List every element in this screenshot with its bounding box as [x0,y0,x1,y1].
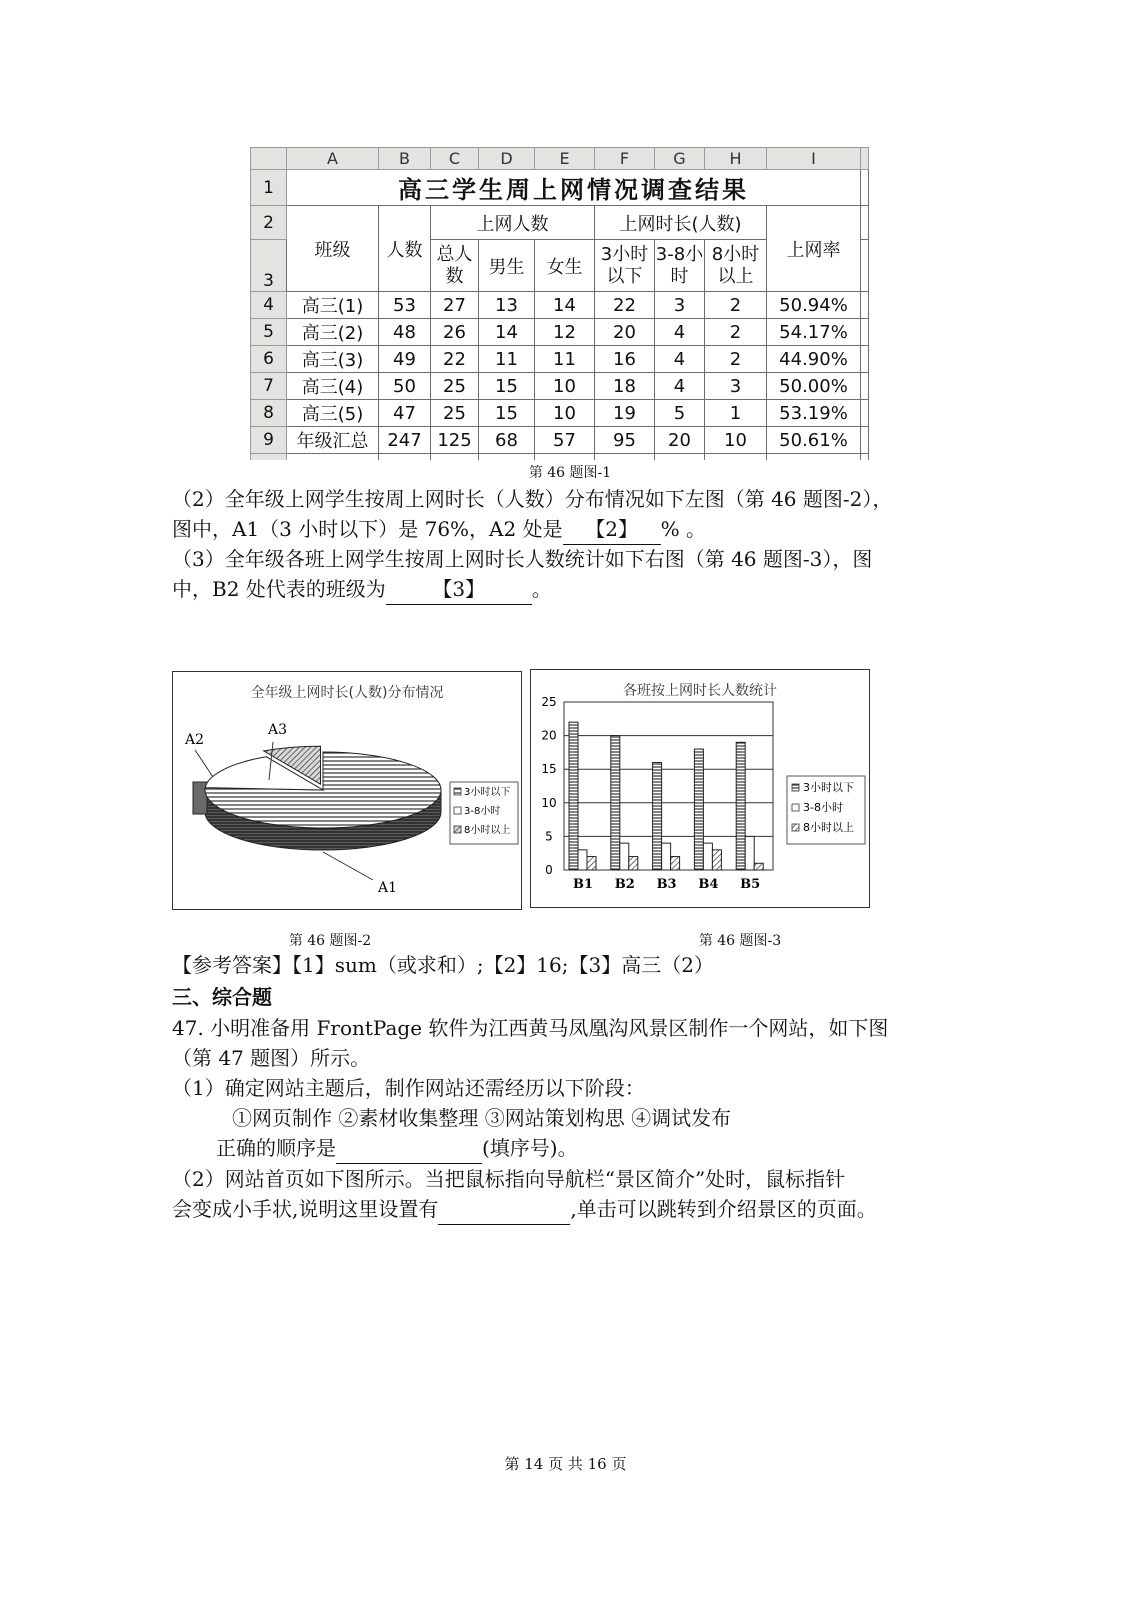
value-cell: 13 [479,292,535,319]
value-cell: 25 [431,373,479,400]
bar-b3-series-1 [653,762,662,870]
x-category-label: B3 [656,877,677,892]
bar-b5-series-2 [745,836,754,870]
y-tick-label: 10 [541,795,557,810]
question-47-line-2: （第 47 题图）所示。 [172,1046,371,1070]
edge-cell [861,170,869,206]
row-number: 6 [251,346,287,373]
value-cell: 15 [479,373,535,400]
value-cell: 53 [379,292,431,319]
question-2-line-1: （2）全年级上网学生按周上网时长（人数）分布情况如下左图（第 46 题图-2）， [172,487,893,511]
pie-legend-swatch-a2 [454,807,461,814]
bar-legend-label: 3-8小时 [803,801,843,814]
pie-legend-swatch-a3 [454,826,461,833]
bar-b1-series-1 [569,722,578,870]
question-3-line-2 [172,574,972,605]
value-cell: 25 [431,400,479,427]
partial-cell [767,454,861,460]
value-cell: 1 [705,400,767,427]
pie-leader-line [195,750,213,777]
x-category-label: B1 [572,877,594,892]
col-header: F [595,148,655,170]
pie-chart [173,672,521,909]
y-tick-label: 0 [545,863,553,877]
value-cell: 16 [595,346,655,373]
bar-chart [531,670,869,907]
page-footer: 第 14 页 共 16 页 [504,1455,627,1473]
x-category-label: B5 [740,877,761,892]
class-cell: 高三(3) [287,346,379,373]
bar-b2-series-3 [629,857,638,870]
value-cell: 10 [535,373,595,400]
pie-chart-panel [172,671,522,910]
pie-slice-label: A2 [185,732,205,748]
col-header: I [767,148,861,170]
bar-b5-series-3 [754,863,763,870]
x-category-label: B2 [614,877,635,892]
question-47-sub-2-suffix: ,单击可以跳转到介绍景区的页面。 [570,1197,877,1221]
value-cell: 48 [379,319,431,346]
bar-chart-title: 各班按上网时长人数统计 [623,683,777,699]
question-47-sub-2-line-1: （2）网站首页如下图所示。当把鼠标指向导航栏“景区简介”处时，鼠标指针 [172,1167,846,1191]
value-cell: 247 [379,427,431,454]
col-header: E [535,148,595,170]
sheet-data-row [251,373,869,400]
bar-legend-swatch-2 [792,804,799,811]
row-number: 9 [251,427,287,454]
bar-b4-series-3 [712,850,721,870]
edge-cell [861,319,869,346]
header-count: 人数 [379,206,431,292]
bar-legend-swatch-3 [792,824,799,831]
col-header: B [379,148,431,170]
sheet-data-row [251,400,869,427]
pie-slice-label: A3 [268,722,288,738]
header-female: 女生 [535,240,595,292]
value-cell: 2 [705,346,767,373]
question-47-sub-2-line-2 [172,1194,972,1225]
col-header: A [287,148,379,170]
question-47-line-1: 47. 小明准备用 FrontPage 软件为江西黄马凤凰沟风景区制作一个网站，如下图 [172,1016,889,1040]
answer-blank-link [438,1194,570,1225]
edge-cell [861,206,869,240]
question-47 [172,1013,972,1225]
header-male: 男生 [479,240,535,292]
bar-b5-series-1 [736,742,745,870]
reference-answer: 【参考答案】【1】sum（或求和）;【2】16;【3】高三（2） [172,953,714,977]
value-cell: 50 [379,373,431,400]
question-3 [172,544,972,605]
sheet-data-row [251,319,869,346]
value-cell: 10 [705,427,767,454]
question-47-order-suffix: (填序号)。 [482,1136,578,1160]
value-cell: 4 [655,319,705,346]
answer-blank-3: 【3】 [386,574,532,605]
bar-chart-panel [530,669,870,908]
question-47-order [172,1133,972,1164]
edge-cell [861,346,869,373]
value-cell: 125 [431,427,479,454]
col-header: G [655,148,705,170]
partial-cell [655,454,705,460]
value-cell: 15 [479,400,535,427]
answer-blank-order [336,1133,482,1164]
bar-b2-series-2 [620,843,629,870]
edge-cell [861,240,869,292]
partial-cell [287,454,379,460]
value-cell: 26 [431,319,479,346]
col-header: D [479,148,535,170]
section-heading: 三、综合题 [172,985,272,1009]
col-header: C [431,148,479,170]
value-cell: 18 [595,373,655,400]
answer-blank-2: 【2】 [563,514,661,545]
class-cell: 年级汇总 [287,427,379,454]
col-header-edge [861,148,869,170]
value-cell: 20 [655,427,705,454]
bar-b1-series-2 [578,850,587,870]
pie-legend-label: 8小时以上 [464,825,511,836]
header-duration: 上网时长(人数) [595,206,767,240]
question-47-sub-2-text: 会变成小手状,说明这里设置有 [172,1197,439,1221]
x-category-label: B4 [698,877,719,892]
question-47-sub-1: （1）确定网站主题后，制作网站还需经历以下阶段： [172,1076,645,1100]
class-cell: 高三(4) [287,373,379,400]
header-gt8: 8小时以上 [705,240,767,292]
partial-cell [431,454,479,460]
row-number: 1 [251,170,287,206]
y-tick-label: 15 [541,762,557,777]
value-cell: 12 [535,319,595,346]
survey-spreadsheet [250,147,869,460]
bar-legend [787,776,865,844]
class-cell: 高三(1) [287,292,379,319]
row-number: 2 [251,206,287,240]
sheet-title: 高三学生周上网情况调查结果 [287,170,861,206]
value-cell: 49 [379,346,431,373]
partial-cell [379,454,431,460]
pie-leader-line [323,852,373,880]
edge-cell [861,292,869,319]
value-cell: 14 [479,319,535,346]
value-cell: 2 [705,319,767,346]
bar-b3-series-3 [671,857,680,870]
value-cell: 11 [479,346,535,373]
value-cell: 5 [655,400,705,427]
pie-legend-label: 3小时以下 [464,787,511,798]
row-number: 8 [251,400,287,427]
value-cell: 47 [379,400,431,427]
question-2-text: 图中，A1（3 小时以下）是 76%，A2 处是 [172,517,563,541]
value-cell: 95 [595,427,655,454]
partial-cell [479,454,535,460]
bar-b4-series-2 [703,843,712,870]
question-3-suffix: 。 [531,577,552,601]
value-cell: 50.61% [767,427,861,454]
pie-legend [450,782,518,844]
header-mid: 3-8小时 [655,240,705,292]
question-2 [172,484,972,545]
sheet-partial-row [251,454,869,460]
edge-cell [861,427,869,454]
value-cell: 19 [595,400,655,427]
value-cell: 14 [535,292,595,319]
partial-cell [705,454,767,460]
pie-legend-swatch-a1 [454,788,461,795]
value-cell: 57 [535,427,595,454]
row-number: 7 [251,373,287,400]
value-cell: 20 [595,319,655,346]
sheet-data-row [251,292,869,319]
question-3-text: 中，B2 处代表的班级为 [172,577,386,601]
sheet-data-row [251,346,869,373]
bar-legend-label: 3小时以下 [803,781,854,794]
question-3-line-1: （3）全年级各班上网学生按周上网时长人数统计如下右图（第 46 题图-3），图 [172,547,873,571]
figure-caption-2: 第 46 题图-2 [288,933,372,949]
pie-cut-face [193,782,207,814]
class-cell: 高三(5) [287,400,379,427]
pie-legend-label: 3-8小时 [464,806,501,817]
corner-cell [251,148,287,170]
row-number: 4 [251,292,287,319]
value-cell: 4 [655,373,705,400]
question-47-order-text: 正确的顺序是 [216,1136,336,1160]
col-header: H [705,148,767,170]
bar-b3-series-2 [662,843,671,870]
bar-legend-label: 8小时以上 [803,821,854,834]
header-lt3: 3小时以下 [595,240,655,292]
question-2-line-2 [172,514,972,545]
partial-cell [595,454,655,460]
value-cell: 11 [535,346,595,373]
value-cell: 54.17% [767,319,861,346]
pie-slice-label: A1 [378,880,398,896]
value-cell: 44.90% [767,346,861,373]
pie-chart-title: 全年级上网时长(人数)分布情况 [250,685,444,701]
edge-cell [861,373,869,400]
header-class: 班级 [287,206,379,292]
row-number: 5 [251,319,287,346]
value-cell: 53.19% [767,400,861,427]
question-47-stages: ①网页制作 ②素材收集整理 ③网站策划构思 ④调试发布 [232,1106,732,1130]
partial-cell [535,454,595,460]
y-tick-label: 20 [541,728,557,743]
class-cell: 高三(2) [287,319,379,346]
value-cell: 10 [535,400,595,427]
value-cell: 22 [431,346,479,373]
value-cell: 22 [595,292,655,319]
bar-legend-swatch-1 [792,784,799,791]
value-cell: 27 [431,292,479,319]
sheet-data-row [251,427,869,454]
bar-b4-series-1 [694,749,703,870]
header-total: 总人数 [431,240,479,292]
value-cell: 3 [705,373,767,400]
edge-cell [861,400,869,427]
partial-cell [251,454,287,460]
value-cell: 2 [705,292,767,319]
value-cell: 50.94% [767,292,861,319]
value-cell: 3 [655,292,705,319]
y-tick-label: 25 [541,695,557,709]
bar-b2-series-1 [611,736,620,870]
question-2-suffix: % 。 [660,517,706,541]
bar-b1-series-3 [587,857,596,870]
figure-caption-3: 第 46 题图-3 [698,933,782,949]
value-cell: 4 [655,346,705,373]
header-rate: 上网率 [767,206,861,292]
value-cell: 50.00% [767,373,861,400]
value-cell: 68 [479,427,535,454]
row-number: 3 [251,240,287,292]
y-tick-label: 5 [545,829,553,844]
partial-cell [861,454,869,460]
figure-caption-1: 第 46 题图-1 [528,465,612,481]
header-online: 上网人数 [431,206,595,240]
